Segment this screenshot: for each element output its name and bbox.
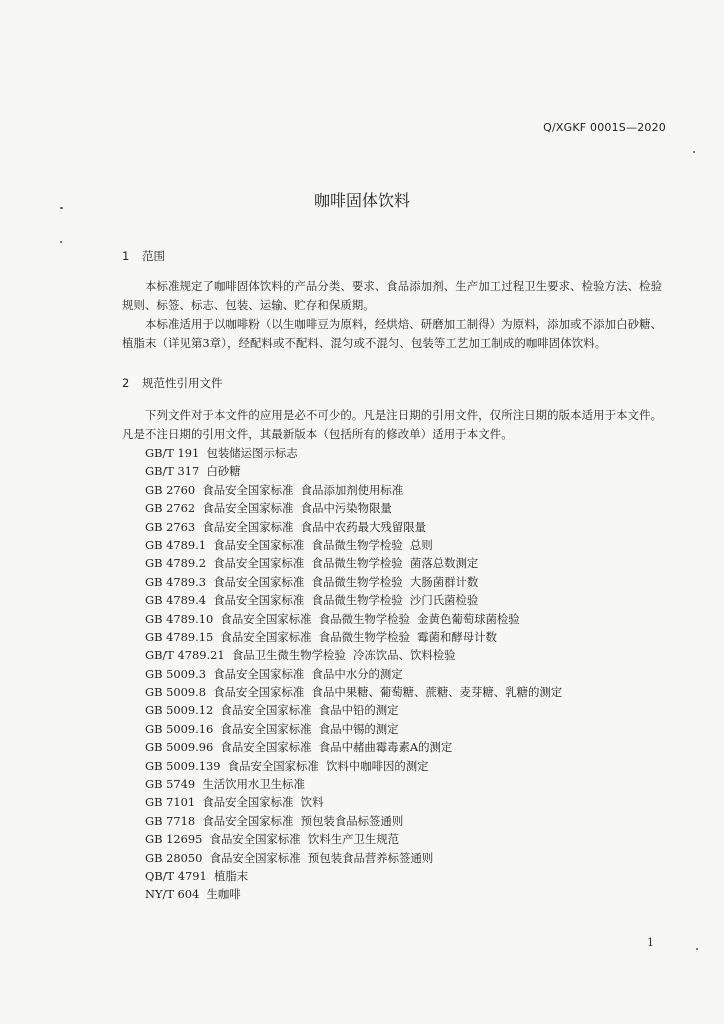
reference-list <box>145 444 562 904</box>
document-title: 咖啡固体饮料 <box>313 191 410 210</box>
reference-item: GB 4789.4 食品安全国家标准 食品微生物学检验 沙门氏菌检验 <box>145 593 479 608</box>
section-number: 2 <box>122 376 130 390</box>
reference-item: GB 5009.96 食品安全国家标准 食品中赭曲霉毒素A的测定 <box>145 740 453 755</box>
reference-item: GB 2762 食品安全国家标准 食品中污染物限量 <box>145 501 392 516</box>
section-number: 1 <box>122 249 130 263</box>
reference-item: GB 2763 食品安全国家标准 食品中农药最大残留限量 <box>145 519 426 534</box>
reference-item: GB 7718 食品安全国家标准 预包装食品标签通则 <box>145 813 404 828</box>
reference-item: GB 5009.139 食品安全国家标准 饮料中咖啡因的测定 <box>145 758 429 773</box>
reference-item: GB 5009.12 食品安全国家标准 食品中铅的测定 <box>145 703 399 718</box>
reference-item: GB 4789.15 食品安全国家标准 食品微生物学检验 霉菌和酵母计数 <box>145 629 497 644</box>
reference-item: GB 4789.3 食品安全国家标准 食品微生物学检验 大肠菌群计数 <box>145 574 479 589</box>
reference-item: GB 2760 食品安全国家标准 食品添加剂使用标准 <box>145 482 404 497</box>
reference-item: QB/T 4791 植脂末 <box>145 868 249 883</box>
section-title: 规范性引用文件 <box>142 376 223 390</box>
scan-speck <box>60 207 63 209</box>
references-intro-paragraph: 下列文件对于本文件的应用是必不可少的。凡是注日期的引用文件，仅所注日期的版本适用于本文件。凡是不注日期的引用文件，其最新版本（包括所有的修改单）适用于本文件。 <box>122 408 663 441</box>
reference-item: GB 12695 食品安全国家标准 饮料生产卫生规范 <box>145 832 400 847</box>
reference-item: GB 5009.8 食品安全国家标准 食品中果糖、葡萄糖、蔗糖、麦芽糖、乳糖的测定 <box>145 685 563 700</box>
scan-speck <box>60 241 62 243</box>
reference-item: GB 4789.2 食品安全国家标准 食品微生物学检验 菌落总数测定 <box>145 556 479 571</box>
scan-speck <box>696 948 698 950</box>
reference-item: GB/T 4789.21 食品卫生微生物学检验 冷冻饮品、饮料检验 <box>145 648 456 663</box>
reference-item: GB 4789.1 食品安全国家标准 食品微生物学检验 总则 <box>145 537 433 552</box>
reference-item: GB 5009.3 食品安全国家标准 食品中水分的测定 <box>145 666 403 681</box>
reference-item: GB/T 317 白砂糖 <box>145 464 241 479</box>
reference-item: GB 5749 生活饮用水卫生标准 <box>145 777 305 792</box>
reference-item: GB 4789.10 食品安全国家标准 食品微生物学检验 金黄色葡萄球菌检验 <box>145 611 520 626</box>
page-number: 1 <box>647 936 654 949</box>
section-heading-scope <box>122 248 165 264</box>
section-title: 范围 <box>142 249 165 263</box>
scan-speck <box>693 151 695 153</box>
section-heading-normative-references <box>122 375 223 391</box>
standard-code: Q/XGKF 0001S—2020 <box>543 121 666 134</box>
reference-item: GB/T 191 包装储运图示标志 <box>145 446 298 460</box>
reference-item: NY/T 604 生咖啡 <box>145 887 241 902</box>
reference-item: GB 28050 食品安全国家标准 预包装食品营养标签通则 <box>145 850 434 865</box>
reference-item: GB 5009.16 食品安全国家标准 食品中锡的测定 <box>145 721 399 736</box>
scope-paragraph-1: 本标准规定了咖啡固体饮料的产品分类、要求、食品添加剂、生产加工过程卫生要求、检验方法、检验规则、标签、标志、包装、运输、贮存和保质期。 <box>122 279 663 312</box>
scope-paragraph-2: 本标准适用于以咖啡粉（以生咖啡豆为原料，经烘焙、研磨加工制得）为原料，添加或不添加白砂糖、植脂末（详见第3章），经配料或不配料、混匀或不混匀、包装等工艺加工制成的咖啡固体饮料。 <box>122 317 663 350</box>
reference-item: GB 7101 食品安全国家标准 饮料 <box>145 795 324 810</box>
